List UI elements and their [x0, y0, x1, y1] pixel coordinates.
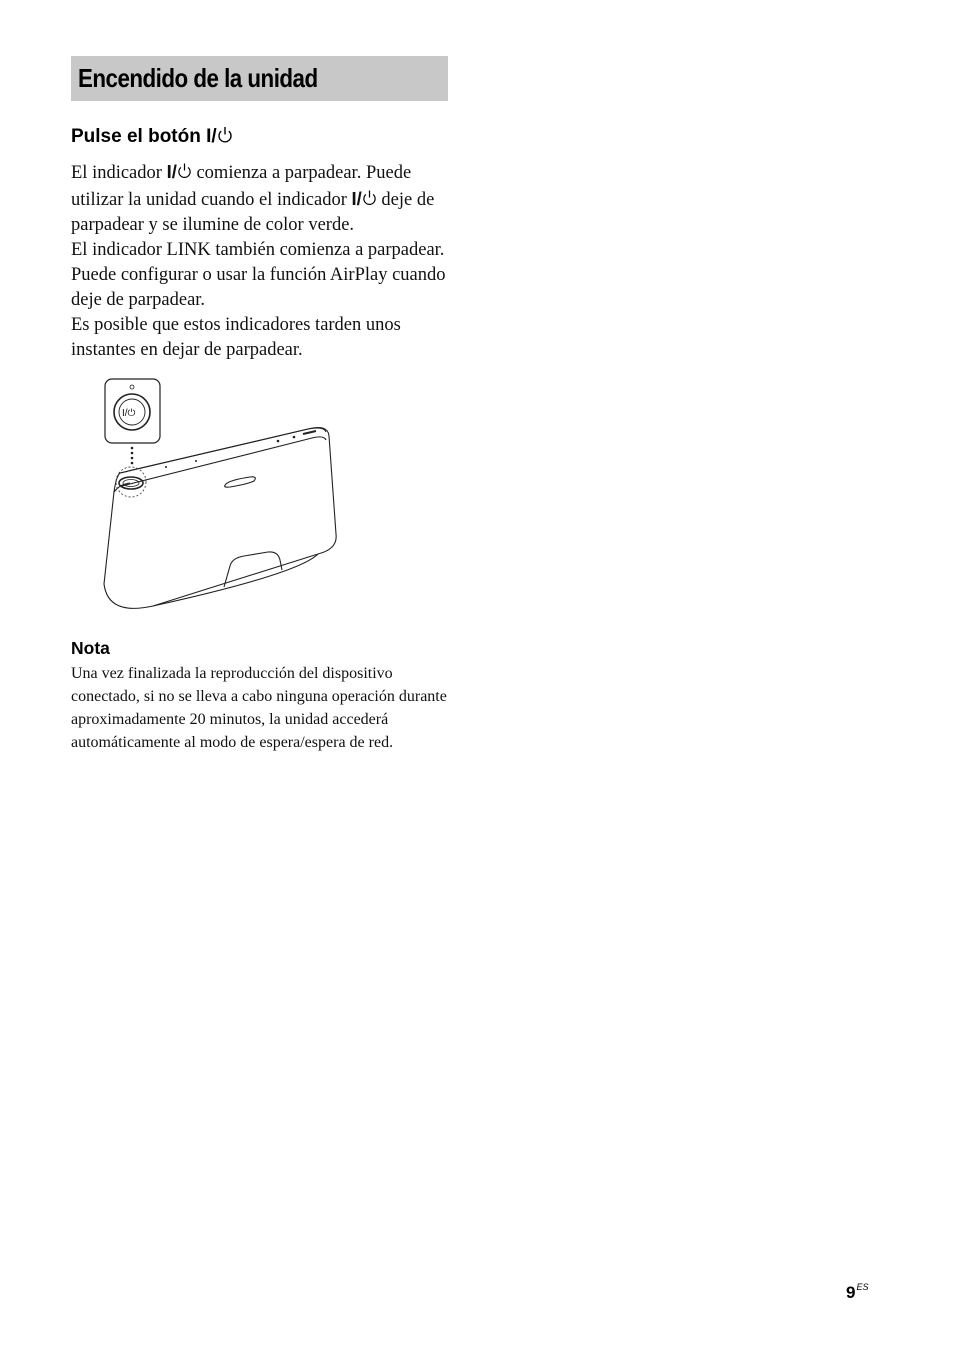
- callout-leader: [131, 447, 134, 465]
- note-text: Una vez finalizada la reproducción del dispositivo conectado, si no se lleva a cabo ninguna operación durante aproximadamente 20 minutos, la unidad accederá automáticamente al modo de espera/espera de red.: [71, 665, 447, 751]
- button-symbol: I/: [351, 188, 362, 209]
- body-text: [71, 159, 461, 363]
- paragraph-indicator: El indicador I/ comienza a parpadear. Puede utilizar la unidad cuando el indicador I/ deje de parpadear y se ilumine de color verde.: [71, 161, 435, 235]
- power-button-callout: [105, 379, 160, 443]
- section-title-bar: [71, 56, 448, 101]
- speaker-body: [104, 428, 336, 609]
- paragraph-delay: Es posible que estos indicadores tarden unos instantes en dejar de parpadear.: [71, 315, 401, 360]
- language-suffix: ES: [856, 1282, 869, 1292]
- note-heading: Nota: [71, 638, 110, 658]
- speaker-dock-illustration: [98, 374, 348, 614]
- power-icon: [177, 162, 192, 180]
- power-icon: [362, 189, 377, 207]
- callout-label: I/⏻: [122, 408, 136, 419]
- step-heading-text: Pulse el botón: [71, 126, 207, 147]
- step-heading: [71, 126, 233, 148]
- button-symbol: I/: [166, 161, 177, 182]
- button-symbol: I/: [206, 126, 217, 147]
- section-title: Encendido de la unidad: [78, 63, 318, 93]
- page-number: $9^{ES}$: [846, 1282, 869, 1302]
- paragraph-link: El indicador LINK también comienza a parpadear. Puede configurar o usar la función AirPlay cuando deje de parpadear.: [71, 240, 446, 310]
- power-icon: [217, 126, 233, 144]
